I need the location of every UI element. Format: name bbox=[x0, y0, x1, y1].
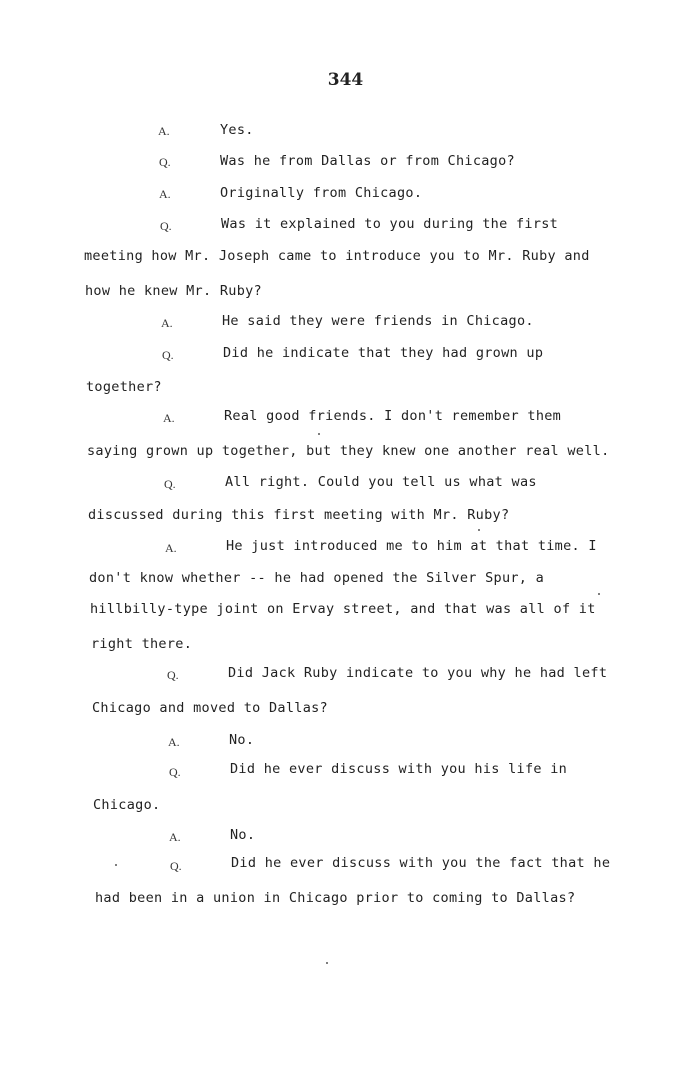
speaker-label: A. bbox=[163, 411, 175, 425]
transcript-line: Did he indicate that they had grown up bbox=[223, 345, 544, 361]
scan-speck bbox=[478, 529, 480, 531]
transcript-line: saying grown up together, but they knew one another real well. bbox=[87, 443, 610, 459]
speaker-label: Q. bbox=[167, 668, 179, 682]
speaker-label: A. bbox=[158, 124, 170, 138]
transcript-line: Did Jack Ruby indicate to you why he had left bbox=[228, 665, 608, 681]
scan-speck bbox=[326, 962, 328, 964]
transcript-line: Yes. bbox=[220, 122, 254, 138]
transcript-line: No. bbox=[229, 732, 255, 748]
transcript-line: had been in a union in Chicago prior to coming to Dallas? bbox=[95, 890, 576, 906]
scan-speck bbox=[598, 593, 600, 595]
transcript-line: discussed during this first meeting with Mr. Ruby? bbox=[88, 507, 510, 523]
transcript-line: Was it explained to you during the first bbox=[221, 216, 559, 232]
transcript-line: No. bbox=[230, 827, 256, 843]
speaker-label: Q. bbox=[159, 155, 171, 169]
speaker-label: A. bbox=[169, 830, 181, 844]
speaker-label: Q. bbox=[160, 219, 172, 233]
transcript-line: right there. bbox=[91, 636, 193, 652]
transcript-line: Chicago and moved to Dallas? bbox=[92, 700, 328, 716]
transcript-line: hillbilly-type joint on Ervay street, and that was all of it bbox=[90, 601, 596, 617]
transcript-line: All right. Could you tell us what was bbox=[225, 474, 537, 490]
transcript-line: how he knew Mr. Ruby? bbox=[85, 283, 262, 299]
transcript-line: Did he ever discuss with you the fact that he bbox=[231, 855, 611, 871]
transcript-line: together? bbox=[86, 379, 162, 395]
transcript-line: Did he ever discuss with you his life in bbox=[230, 761, 568, 777]
speaker-label: A. bbox=[159, 187, 171, 201]
transcript-line: He just introduced me to him at that time. I bbox=[226, 538, 597, 554]
speaker-label: A. bbox=[165, 541, 177, 555]
speaker-label: Q. bbox=[164, 477, 176, 491]
transcript-line: Originally from Chicago. bbox=[220, 185, 423, 201]
transcript-line: He said they were friends in Chicago. bbox=[222, 313, 534, 329]
transcript-line: Real good friends. I don't remember them bbox=[224, 408, 562, 424]
transcript-line: Was he from Dallas or from Chicago? bbox=[220, 153, 515, 169]
scan-speck bbox=[318, 433, 320, 435]
page-number: 344 bbox=[327, 70, 364, 90]
speaker-label: Q. bbox=[170, 859, 182, 873]
speaker-label: Q. bbox=[162, 348, 174, 362]
speaker-label: Q. bbox=[169, 765, 181, 779]
transcript-line: Chicago. bbox=[93, 797, 161, 813]
speaker-label: A. bbox=[168, 735, 180, 749]
transcript-line: don't know whether -- he had opened the Silver Spur, a bbox=[89, 570, 545, 586]
scan-speck bbox=[115, 864, 117, 866]
speaker-label: A. bbox=[161, 316, 173, 330]
transcript-line: meeting how Mr. Joseph came to introduce you to Mr. Ruby and bbox=[84, 248, 590, 264]
